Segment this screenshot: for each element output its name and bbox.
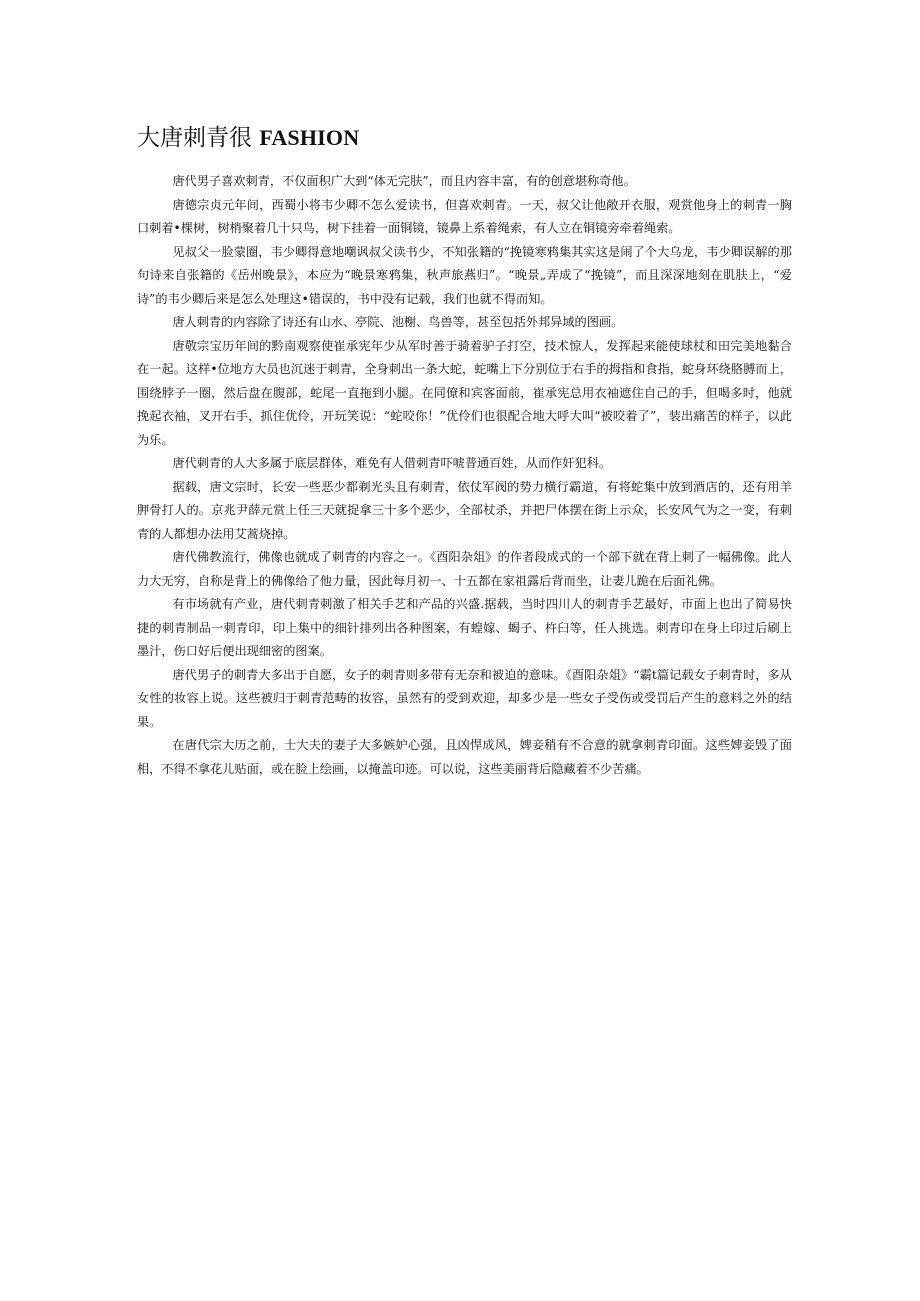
document-title xyxy=(137,122,792,154)
document-page xyxy=(137,122,792,781)
paragraph-5: 唐敬宗宝历年间的黔南观察使崔承宪年少从军时善于骑着驴子打空，技术惊人，发挥起来能使球杖和田完美地黏合在一起。这样•位地方大员也沉迷于刺青，全身刺出一条大蛇，蛇嘴上下分别位于右手的拇指和食指，蛇身环绕胳膊而上，围绕脖子一圈，然后盘在腹部，蛇尾一直拖到小腿。在同僚和宾客面前，崔承宪总用衣袖遮住自己的手，但喝多时，他就挽起衣袖，叉开右手，抓住优伶，开玩笑说：“蛇咬你！”优伶们也很配合地大呼大叫“被咬着了”，装出痛苦的样子，以此为乐。 xyxy=(137,338,792,447)
paragraph-9: 有市场就有产业，唐代刺青刺激了相关手艺和产品的兴盛.据载，当时四川人的刺青手艺最好，市面上也出了简易快捷的刺青制品一刺青印，印上集中的细针排列出各种图案，有蝗嫁、蝎子、杵臼等，任人挑选。刺青印在身上印过后刷上墨汁，伤口好后便出现细密的图案。 xyxy=(137,597,792,658)
paragraph-7: 据载，唐文宗时，长安一些恶少都剃光头且有刺青，依仗军阀的势力横行霸道，有将蛇集中放到酒店的，还有用羊胛骨打人的。京兆尹薛元赏上任三天就捉拿三十多个恶少，全部杖杀，并把尸体摆在街上示众，长安风气为之一变，有刺青的人都想办法用艾蒿烧掉。 xyxy=(137,479,792,541)
paragraph-4: 唐人刺青的内容除了诗还有山水、亭院、池榭、鸟兽等，甚至包括外邦异域的图画。 xyxy=(172,315,624,329)
paragraph-6: 唐代刺青的人大多属于底层群体，难免有人借刺青吓唬普通百姓，从而作奸犯科。 xyxy=(172,456,612,470)
paragraph-8: 唐代佛教流行，佛像也就成了刺青的内容之一。《酉阳杂俎》的作者段成式的一个部下就在背上刺了一幅佛像。此人力大无穷，自称是背上的佛像给了他力量，因此每月初一、十五都在家祖露后背而坐，让妻儿跪在后面礼佛。 xyxy=(137,550,792,588)
paragraph-11: 在唐代宗大历之前，士大夫的妻子大多嫉妒心强，且凶悍成风，婢妾稍有不合意的就拿刺青印面。这些婢妾毁了面相，不得不拿花儿贴面，或在脸上绘画，以掩盖印迹。可以说，这些美丽背后隐藏着不少苦痛。 xyxy=(137,738,792,776)
paragraph-3: 见叔父一脸蒙圈，韦少卿得意地嘲讽叔父读书少，不知张籍的“挽镜寒鸦集其实这是闹了个大乌龙，韦少卿误解的那句诗来自张籍的《岳州晚景》，本应为“晚景寒鸦集，秋声旅燕归”。“晚景„弄成了“挽镜”，而且深深地刻在肌肤上，“爱诗”的韦少卿后来是怎么处理这•错误的，书中没有记载，我们也就不得而知。 xyxy=(137,244,792,306)
title-cjk: 大唐刺青很 xyxy=(137,125,252,151)
paragraph-2: 唐德宗贞元年间，西蜀小将韦少卿不怎么爱读书，但喜欢刺青。一天，叔父让他敞开衣服，观赏他身上的刺青一胸口刺着•棵树，树梢聚着几十只鸟，树下挂着一面铜镜，镜鼻上系着绳索，有人立在铜镜旁牵着绳索。 xyxy=(137,197,792,235)
title-latin: FASHION xyxy=(259,125,360,150)
paragraph-1: 唐代男子喜欢刺青，不仅面积广大到“体无完肤”，而且内容丰富，有的创意堪称奇他。 xyxy=(172,174,636,188)
paragraph-10: 唐代男子的刺青大多出于自愿，女子的刺青则多带有无奈和被迫的意味。《酉阳杂俎》“霸t篇记载女子刺青时，多从女性的妆容上说。这些被归于刺青范畴的妆容，虽然有的受到欢迎，却多少是一些女子受伤或受罚后产生的意料之外的结果。 xyxy=(137,667,792,729)
